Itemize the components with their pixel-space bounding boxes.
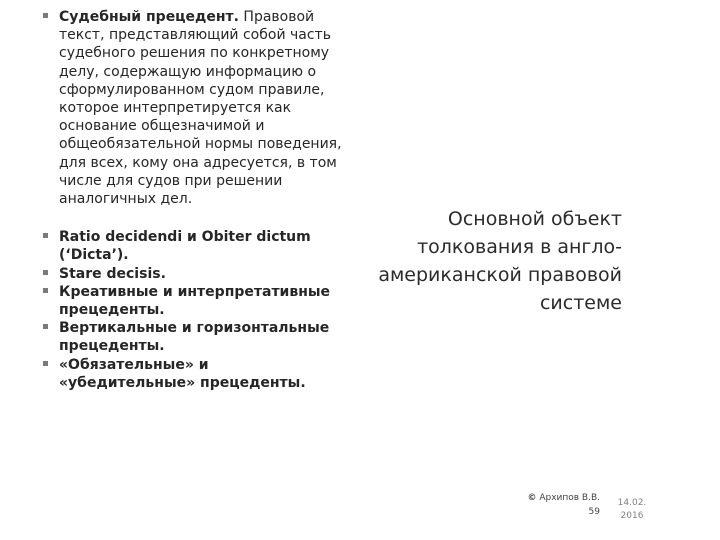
list-item-text: «Обязательные» и «убедительные» прецеденты. bbox=[59, 356, 306, 391]
list-item-text: Ratio decidendi и Obiter dictum (‘Dicta’). bbox=[59, 229, 311, 264]
square-bullet-icon bbox=[43, 361, 48, 366]
page-number: 59 bbox=[588, 507, 600, 517]
copyright-icon: © bbox=[527, 493, 537, 503]
list-item bbox=[43, 283, 343, 319]
square-bullet-icon bbox=[43, 270, 48, 275]
date-line-2: 2016 bbox=[620, 511, 644, 521]
slide-title: Основной объект толкования в англо-американской правовой системе bbox=[378, 208, 622, 314]
footer-author bbox=[527, 491, 600, 519]
author-name: Архипов В.В. bbox=[539, 493, 600, 503]
date-line-1: 14.02. bbox=[617, 498, 647, 508]
square-bullet-icon bbox=[43, 13, 48, 18]
square-bullet-icon bbox=[43, 288, 48, 293]
list-item bbox=[43, 356, 343, 392]
list-item-text: Вертикальные и горизонтальные прецеденты. bbox=[59, 320, 330, 355]
lead-term: Судебный прецедент. bbox=[59, 9, 239, 25]
list-item bbox=[43, 265, 343, 283]
list-item-lead bbox=[43, 8, 343, 208]
square-bullet-icon bbox=[43, 233, 48, 238]
footer-date bbox=[612, 497, 652, 523]
lead-text: Правовой текст, представляющий собой часть судебного решения по конкретному делу, содержащую информацию о сформулированном судом правиле, которое интерпретируется как основание общезначимой и общеобязательной нормы поведения, для всех, кому она адресуется, в том числе для судов при решении аналогичных дел. bbox=[59, 9, 342, 208]
list-item bbox=[43, 319, 343, 355]
content-list bbox=[43, 8, 343, 392]
square-bullet-icon bbox=[43, 324, 48, 329]
list-item-text: Креативные и интерпретативные прецеденты. bbox=[59, 283, 331, 319]
list-item-text: Stare decisis. bbox=[59, 265, 166, 282]
bold-list bbox=[43, 228, 343, 392]
list-item bbox=[43, 228, 343, 264]
